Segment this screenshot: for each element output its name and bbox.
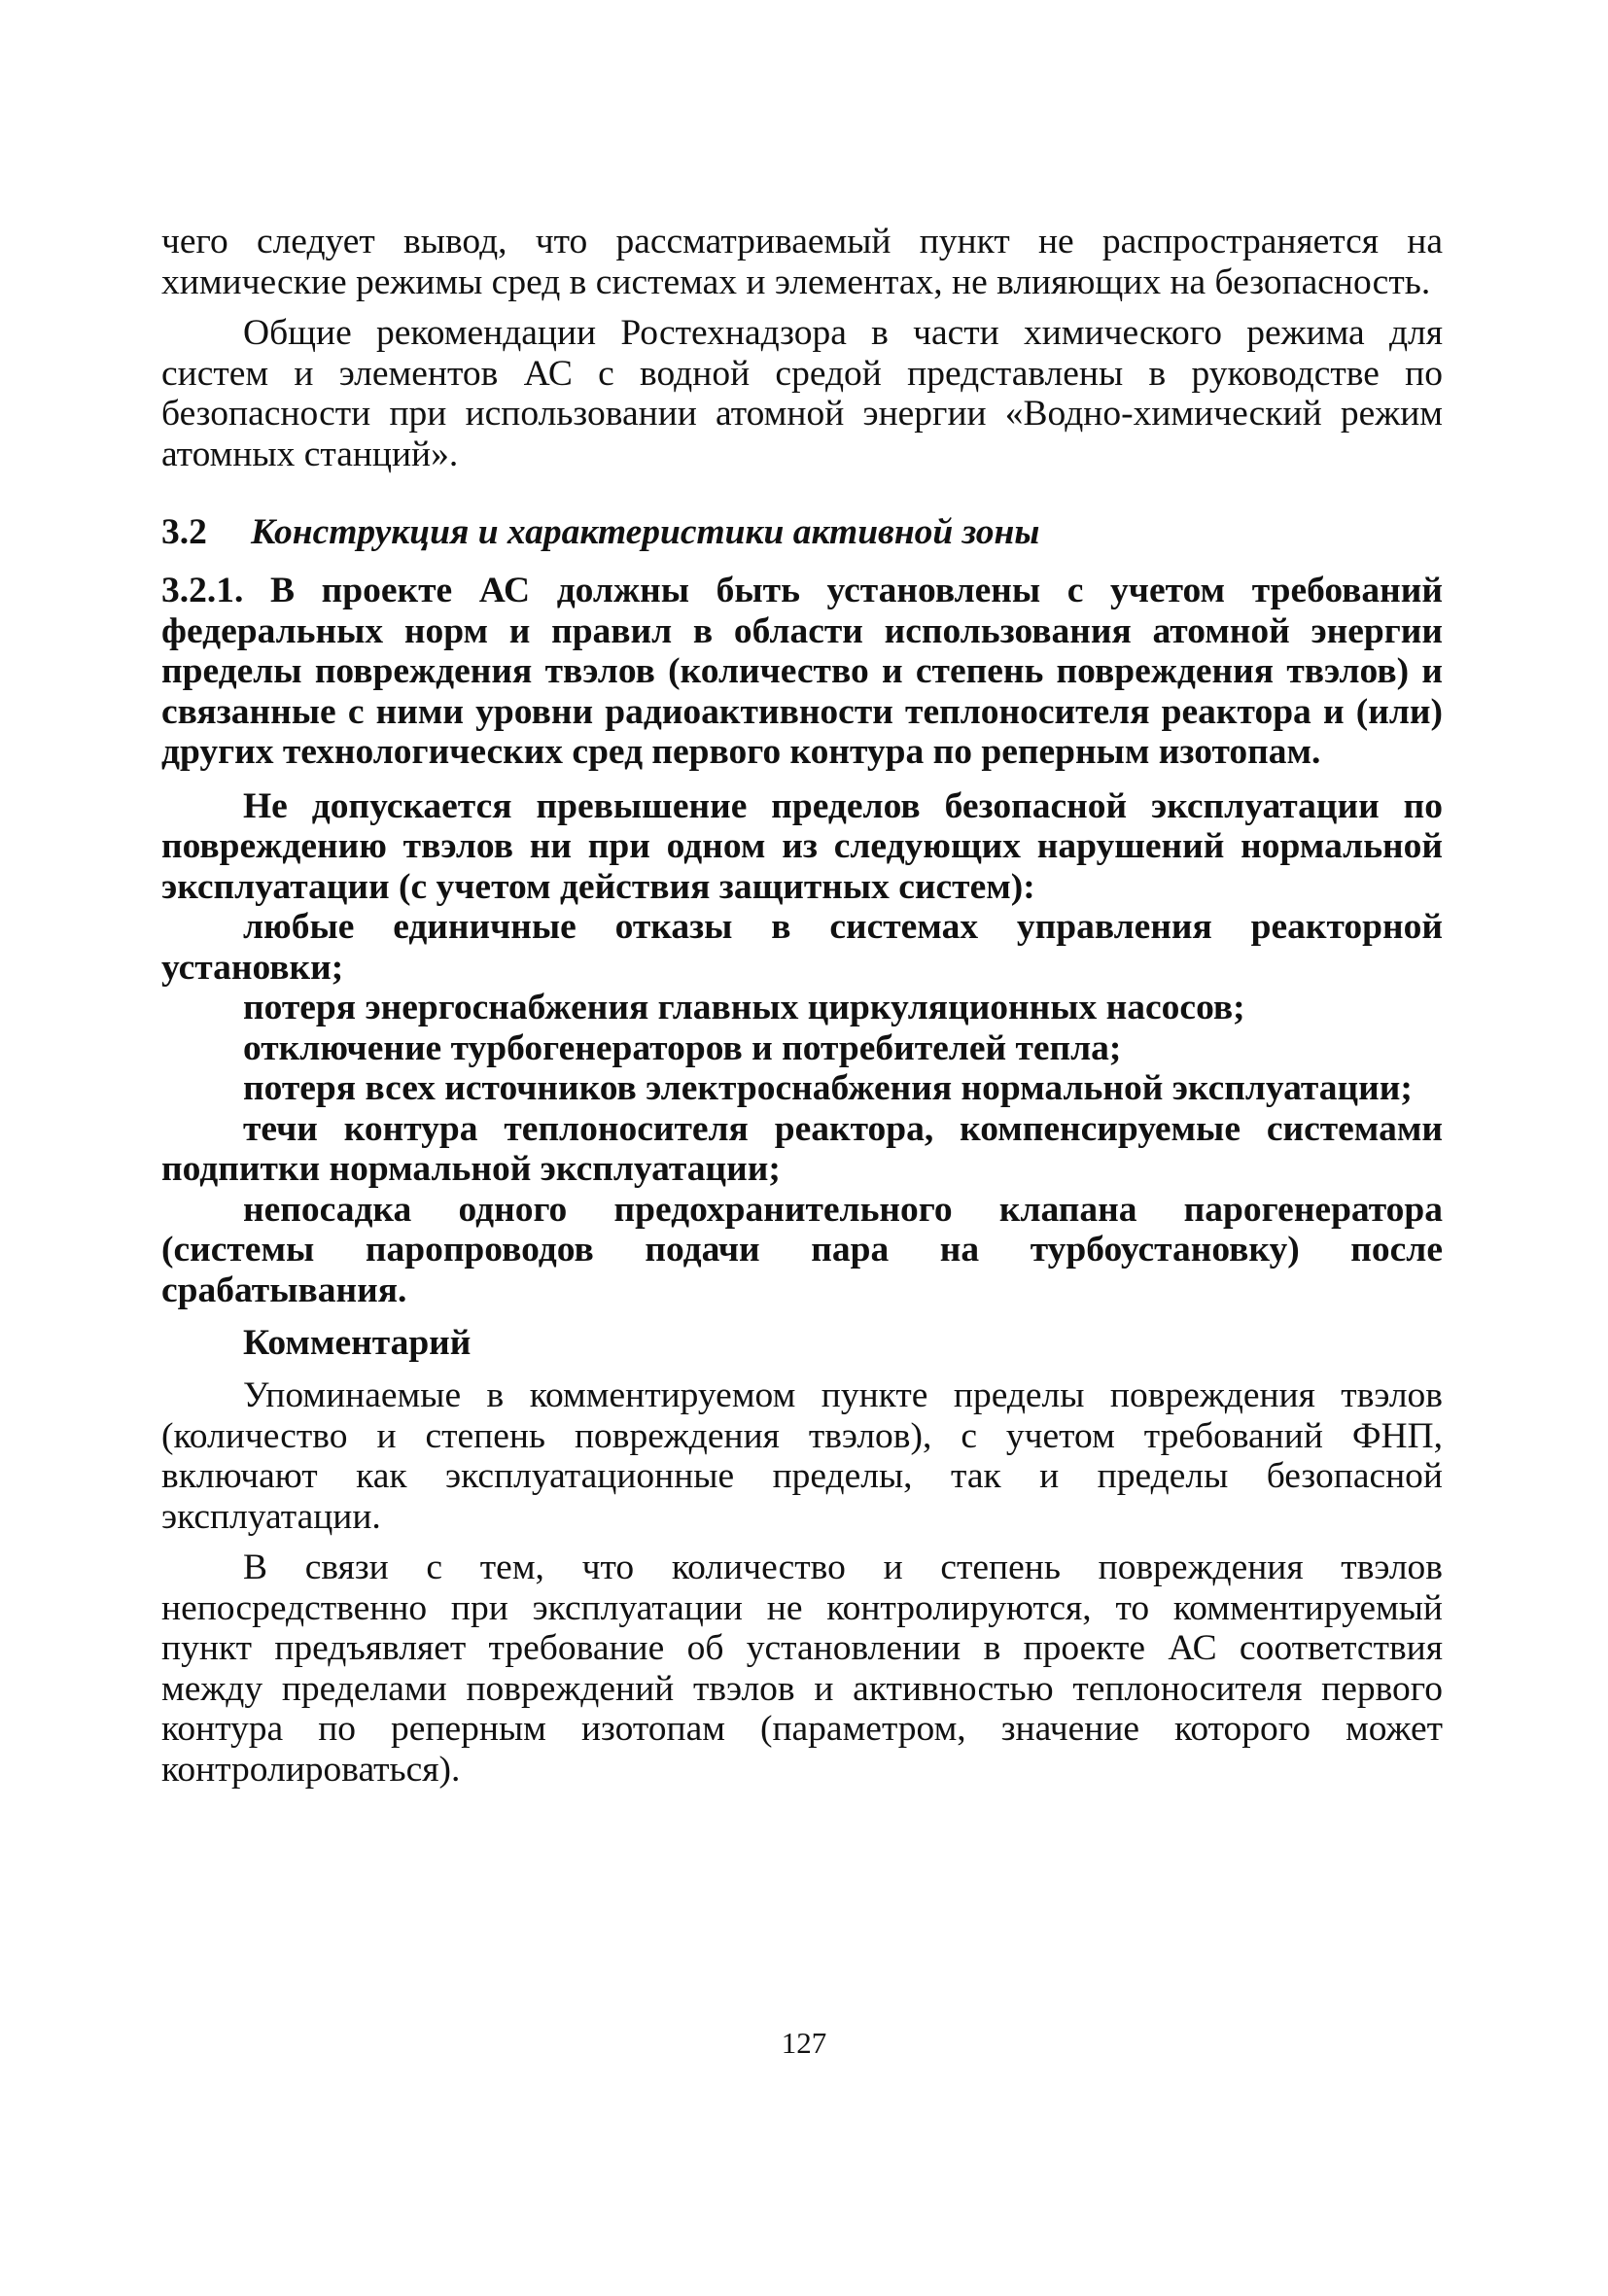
document-page bbox=[161, 222, 1443, 1790]
comment-paragraph: В связи с тем, что количество и степень повреждения твэлов непосредственно при эксплуатации не контролируются, то комментируемый пункт предъявляет требование об установлении в проекте АС соответствия между пределами повреждений твэлов и активностью теплоносителя первого контура по реперным изотопам (параметром, значение которого может контролироваться). bbox=[161, 1548, 1443, 1790]
clause-intro: Не допускается превышение пределов безопасной эксплуатации по повреждению твэлов ни при одном из следующих нарушений нормальной эксплуатации (с учетом действия защитных систем): bbox=[161, 785, 1443, 907]
comment-paragraph: Упоминаемые в комментируемом пункте пределы повреждения твэлов (количество и степень повреждения твэлов), с учетом требований ФНП, включают как эксплуатационные пределы, так и пределы безопасной эксплуатации. bbox=[161, 1375, 1443, 1537]
list-item: любые единичные отказы в системах управления реакторной установки; bbox=[161, 907, 1443, 988]
clause-main: 3.2.1. В проекте АС должны быть установлены с учетом требований федеральных норм и правил в области использования атомной энергии пределы повреждения твэлов (количество и степень повреждения твэлов) и связанные с ними уровни радиоактивности теплоносителя реактора и (или) других технологических сред первого контура по реперным изотопам. bbox=[161, 571, 1443, 772]
page-number: 127 bbox=[781, 2026, 827, 2060]
comment-heading: Комментарий bbox=[243, 1323, 472, 1363]
section-heading bbox=[161, 512, 1443, 553]
paragraph-continued: чего следует вывод, что рассматриваемый пункт не распространяется на химические режимы сред в системах и элементах, не влияющих на безопасность. bbox=[161, 222, 1443, 302]
list-item: непосадка одного предохранительного клапана парогенератора (системы паропроводов подачи пара на турбоустановку) после срабатывания. bbox=[161, 1189, 1443, 1310]
clause-list bbox=[161, 907, 1443, 1310]
list-item: течи контура теплоносителя реактора, компенсируемые системами подпитки нормальной эксплуатации; bbox=[161, 1108, 1443, 1189]
section-title: Конструкция и характеристики активной зоны bbox=[251, 512, 1040, 552]
section-number: 3.2 bbox=[161, 512, 207, 552]
paragraph-rostekhnadzor: Общие рекомендации Ростехнадзора в части химического режима для систем и элементов АС с водной средой представлены в руководстве по безопасности при использовании атомной энергии «Водно-химический режим атомных станций». bbox=[161, 313, 1443, 474]
list-item: отключение турбогенераторов и потребителей тепла; bbox=[243, 1027, 1122, 1068]
list-item: потеря всех источников электроснабжения нормальной эксплуатации; bbox=[243, 1068, 1413, 1108]
list-item: потеря энергоснабжения главных циркуляционных насосов; bbox=[243, 988, 1245, 1027]
